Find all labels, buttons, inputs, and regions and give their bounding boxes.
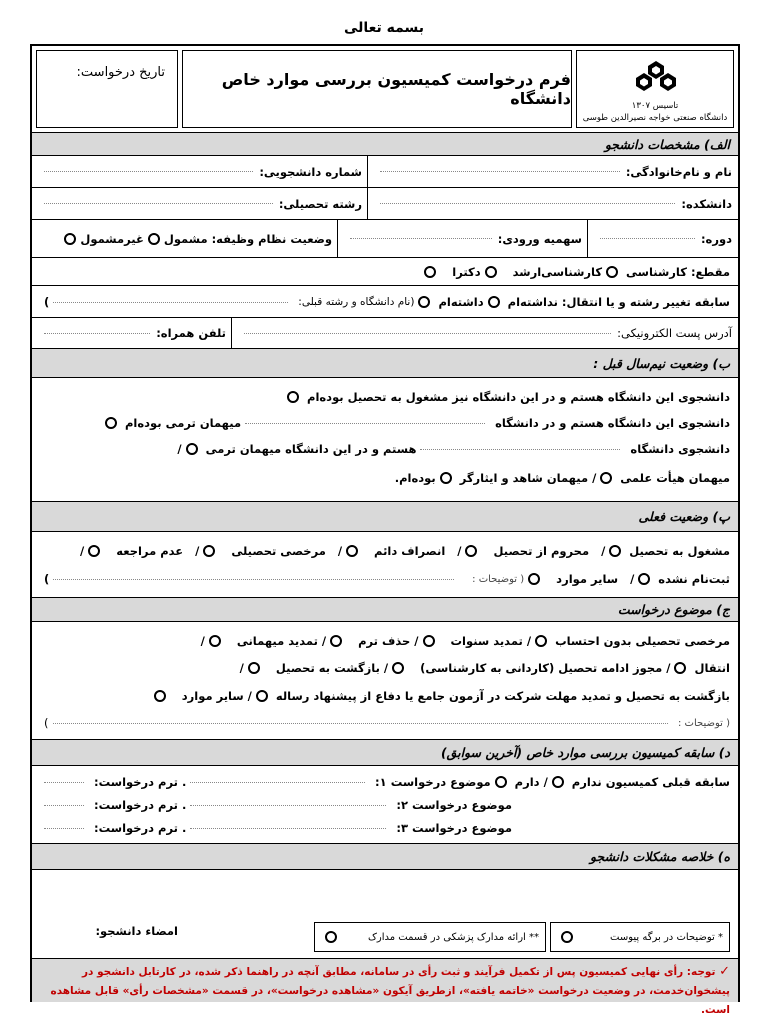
faculty-field[interactable] <box>368 188 738 219</box>
req-continue-label: مجوز ادامه تحصیل (کاردانی به کارشناسی) <box>420 661 663 675</box>
veteran-guest-label: میهمان شاهد و ایثارگر <box>459 471 589 485</box>
slash: / <box>195 544 200 558</box>
degree-level-group <box>40 258 730 286</box>
prev-status-2-radio[interactable] <box>105 417 117 429</box>
prev-status-line-4 <box>40 464 730 492</box>
transfer-none-label: سابقه تغییر رشته و یا انتقال: نداشته‌ام <box>507 295 730 309</box>
req-transfer-radio[interactable] <box>674 662 686 674</box>
mobile-label: تلفن همراه: <box>156 326 226 340</box>
req3-label: موضوع درخواست ۳: <box>396 821 512 835</box>
signature-label: امضاء دانشجو: <box>95 924 178 938</box>
req2-term-label: . ترم درخواست: <box>94 798 187 812</box>
section-p-header: پ) وضعیت فعلی <box>32 502 738 532</box>
req1-label: موضوع درخواست ۱: <box>375 775 491 789</box>
history-none-label: سابقه قبلی کمیسیون ندارم <box>571 775 730 789</box>
entry-quota-label: سهمیه ورودی: <box>497 231 582 246</box>
name-label: نام و نام‌خانوادگی: <box>625 164 732 179</box>
commission-history-block <box>32 766 738 844</box>
section-a-header: الف) مشخصات دانشجو <box>32 132 738 156</box>
status-studying-radio[interactable] <box>609 545 621 557</box>
request-subject-block <box>32 622 738 740</box>
slash: / <box>543 775 548 789</box>
req-extend-years-radio[interactable] <box>423 635 435 647</box>
status-absent-radio[interactable] <box>88 545 100 557</box>
major-label: رشته تحصیلی: <box>278 196 362 211</box>
request-line-3 <box>40 682 730 710</box>
slash: / <box>383 661 389 675</box>
status-studying-label: مشغول به تحصیل <box>629 544 730 558</box>
section-b-header: ب) وضعیت نیم‌سال قبل : <box>32 348 738 378</box>
req-extend-guest-label: تمدید میهمانی <box>236 634 318 648</box>
req3-term-input[interactable] <box>44 828 84 829</box>
request-date-field[interactable] <box>36 50 178 128</box>
slash: / <box>666 661 671 675</box>
level-bs-radio[interactable] <box>606 266 618 278</box>
mobile-field[interactable] <box>32 318 232 348</box>
transfer-had-radio[interactable] <box>418 296 430 308</box>
req-extend-years-label: تمدید سنوات <box>450 634 523 648</box>
slash: / <box>526 634 532 648</box>
checkmark-icon: ✓ <box>719 964 730 979</box>
current-status-block <box>32 532 738 598</box>
status-withdrawn-label: انصراف دائم <box>374 544 446 558</box>
request-line-1 <box>40 628 730 654</box>
req2-term-input[interactable] <box>44 805 84 806</box>
req-leave-label: مرخصی تحصیلی بدون احتساب <box>555 634 730 648</box>
req-other-radio[interactable] <box>154 690 166 702</box>
req-return-radio[interactable] <box>248 662 260 674</box>
transfer-detail-input[interactable] <box>53 302 288 303</box>
status-unregistered-label: ثبت‌نام نشده <box>658 572 730 586</box>
request-line-2 <box>40 654 730 682</box>
level-phd-radio[interactable] <box>424 266 436 278</box>
logo-founded: تاسیس ۱۳۰۷ <box>631 101 679 111</box>
level-bs-label: مقطع: کارشناسی <box>626 265 730 279</box>
slash: / <box>457 544 462 558</box>
req1-term-label: . ترم درخواست: <box>94 775 187 789</box>
major-field[interactable] <box>32 188 368 219</box>
prev-status-3-label: دانشجوی دانشگاه <box>630 442 730 456</box>
slash: / <box>247 689 252 703</box>
email-label: آدرس پست الکترونیکی: <box>617 326 732 340</box>
transfer-none-radio[interactable] <box>488 296 500 308</box>
current-status-line-2 <box>40 566 730 592</box>
attach-note-radio[interactable] <box>561 931 573 943</box>
req-transfer-label: انتقال <box>694 661 730 675</box>
medical-note-box[interactable] <box>314 922 546 952</box>
previous-semester-block <box>32 378 738 502</box>
student-number-field[interactable] <box>32 156 368 187</box>
slash: / <box>414 634 419 648</box>
footer-notice-text: توجه: رأی نهایی کمیسیون پس از تکمیل فرآیند و ثبت رأی در سامانه، مطابق آنچه در راهنما ذکر شده، در کارتابل دانشجو در پیشخوان‌خدمت، در وضعیت درخواست «خاتمه یافته»، ازطریق آیکون «مشاهده درخواست»، در قسمت «مشخصات رأی» قابل مشاهده است. <box>50 966 730 1016</box>
row-contact <box>32 318 738 348</box>
row-transfer <box>32 286 738 318</box>
req-drop-term-radio[interactable] <box>330 635 342 647</box>
history-line-1 <box>40 770 730 794</box>
entry-quota-field[interactable] <box>338 220 588 257</box>
req-return-label: بازگشت به تحصیل <box>275 661 380 675</box>
transfer-detail-label: (نام دانشگاه و رشته قبلی: <box>298 296 415 308</box>
request-date-label: تاریخ درخواست: <box>76 65 165 80</box>
attach-note-label: * توضیحات در برگه پیوست <box>610 931 723 943</box>
status-banned-radio[interactable] <box>465 545 477 557</box>
history-have-label: دارم <box>514 775 540 789</box>
history-line-2 <box>40 794 730 816</box>
req-leave-radio[interactable] <box>535 635 547 647</box>
prev-status-line-3 <box>40 436 730 462</box>
course-field[interactable] <box>588 220 738 257</box>
level-phd-label: دکترا <box>452 265 481 279</box>
prev-status-line-2 <box>40 410 730 436</box>
status-close-paren: ) <box>44 572 50 586</box>
name-field[interactable] <box>368 156 738 187</box>
req-return-exam-label: بازگشت به تحصیل و تمدید مهلت شرکت در آزمون جامع یا دفاع از پیشنهاد رساله <box>275 689 730 703</box>
logo-university-name: دانشگاه صنعتی خواجه نصیرالدین طوسی <box>582 113 728 123</box>
current-status-line-1 <box>40 538 730 564</box>
military-excluded-radio[interactable] <box>64 233 76 245</box>
req2-label: موضوع درخواست ۲: <box>396 798 512 812</box>
military-status-group <box>32 220 338 257</box>
slash: / <box>337 544 343 558</box>
military-included-radio[interactable] <box>148 233 160 245</box>
attach-note-box[interactable] <box>550 922 730 952</box>
slash: / <box>601 544 606 558</box>
status-absent-label: عدم مراجعه <box>116 544 184 558</box>
status-other-label: سایر موارد <box>556 572 619 586</box>
transfer-close-paren: ) <box>44 295 50 309</box>
veteran-guest-radio[interactable] <box>440 472 452 484</box>
faculty-guest-radio[interactable] <box>600 472 612 484</box>
section-j-header: ج) موضوع درخواست <box>32 598 738 622</box>
prev-status-4-slash: / <box>592 471 597 485</box>
level-ms-radio[interactable] <box>485 266 497 278</box>
footer-notice <box>32 958 738 1016</box>
medical-note-label: ** ارائه مدارک پزشکی در قسمت مدارک <box>367 931 539 943</box>
req1-term-input[interactable] <box>44 782 84 783</box>
form-header <box>32 46 738 132</box>
row-faculty <box>32 188 738 220</box>
req-continue-radio[interactable] <box>392 662 404 674</box>
prev-status-2b-label: میهمان ترمی بوده‌ام <box>125 416 242 430</box>
course-label: دوره: <box>700 231 732 246</box>
request-desc-label: ( توضیحات : <box>677 717 730 729</box>
prev-status-3-university-input[interactable] <box>420 449 620 450</box>
history-line-3 <box>40 816 730 840</box>
page-top-title: بسمه تعالی <box>343 20 425 36</box>
request-desc-line <box>40 710 730 736</box>
level-ms-label: کارشناسی‌ارشد <box>512 265 603 279</box>
prev-status-3b-label: هستم و در این دانشگاه میهمان ترمی <box>205 442 417 456</box>
history-none-radio[interactable] <box>552 776 564 788</box>
req-other-label: سایر موارد <box>181 689 244 703</box>
req3-input[interactable] <box>190 828 386 829</box>
row-name <box>32 156 738 188</box>
prev-status-3-slash: / <box>177 442 182 456</box>
military-excluded-label: غیرمشمول <box>80 231 144 246</box>
req-drop-term-label: حذف ترم <box>358 634 411 648</box>
form-title: فرم درخواست کمیسیون بررسی موارد خاص دانشگاه <box>182 50 572 128</box>
student-number-label: شماره دانشجویی: <box>259 164 362 179</box>
medical-note-radio[interactable] <box>325 931 337 943</box>
transfer-had-label: داشته‌ام <box>438 295 484 309</box>
form-frame <box>30 44 740 1016</box>
university-logo-icon <box>631 59 681 95</box>
status-leave-radio[interactable] <box>203 545 215 557</box>
faculty-label: دانشکده: <box>681 196 732 211</box>
prev-status-2-label: دانشجوی این دانشگاه هستم و در دانشگاه <box>495 416 730 430</box>
history-have-radio[interactable] <box>495 776 507 788</box>
slash: / <box>239 661 244 675</box>
prev-status-2-university-input[interactable] <box>245 423 485 424</box>
status-desc-input[interactable] <box>53 579 454 580</box>
problems-summary-area[interactable] <box>32 870 738 920</box>
faculty-guest-label: میهمان هیأت علمی <box>620 471 730 485</box>
request-close-paren: ) <box>44 716 49 730</box>
military-status-label: وضعیت نظام وظیفه: مشمول <box>163 231 332 246</box>
slash: / <box>321 634 327 648</box>
logo-cell <box>576 50 734 128</box>
email-field[interactable] <box>232 318 738 348</box>
req-return-exam-radio[interactable] <box>256 690 268 702</box>
req-extend-guest-radio[interactable] <box>209 635 221 647</box>
prev-status-1-label: دانشجوی این دانشگاه هستم و در این دانشگاه نیز مشغول به تحصیل بوده‌ام <box>307 390 730 404</box>
status-banned-label: محروم از تحصیل <box>493 544 590 558</box>
request-desc-input[interactable] <box>53 723 668 724</box>
status-leave-label: مرخصی تحصیلی <box>231 544 326 558</box>
transfer-history-group <box>40 286 730 318</box>
status-withdrawn-radio[interactable] <box>346 545 358 557</box>
prev-status-4-end: بوده‌ام. <box>394 471 436 485</box>
status-other-radio[interactable] <box>528 573 540 585</box>
slash: / <box>80 544 85 558</box>
req1-input[interactable] <box>190 782 365 783</box>
status-desc-label: ( توضیحات : <box>472 573 525 585</box>
status-unregistered-radio[interactable] <box>638 573 650 585</box>
prev-status-line-1 <box>40 384 730 410</box>
req3-term-label: . ترم درخواست: <box>94 821 187 835</box>
slash: / <box>200 634 205 648</box>
row-course <box>32 220 738 258</box>
row-level <box>32 258 738 286</box>
req2-input[interactable] <box>190 805 386 806</box>
prev-status-3-radio[interactable] <box>186 443 198 455</box>
slash: / <box>630 572 635 586</box>
section-h-header: ه) خلاصه مشکلات دانشجو <box>32 844 738 870</box>
section-d-header: د) سابقه کمیسیون بررسی موارد خاص (آخرین سوابق) <box>32 740 738 766</box>
prev-status-1-radio[interactable] <box>287 391 299 403</box>
